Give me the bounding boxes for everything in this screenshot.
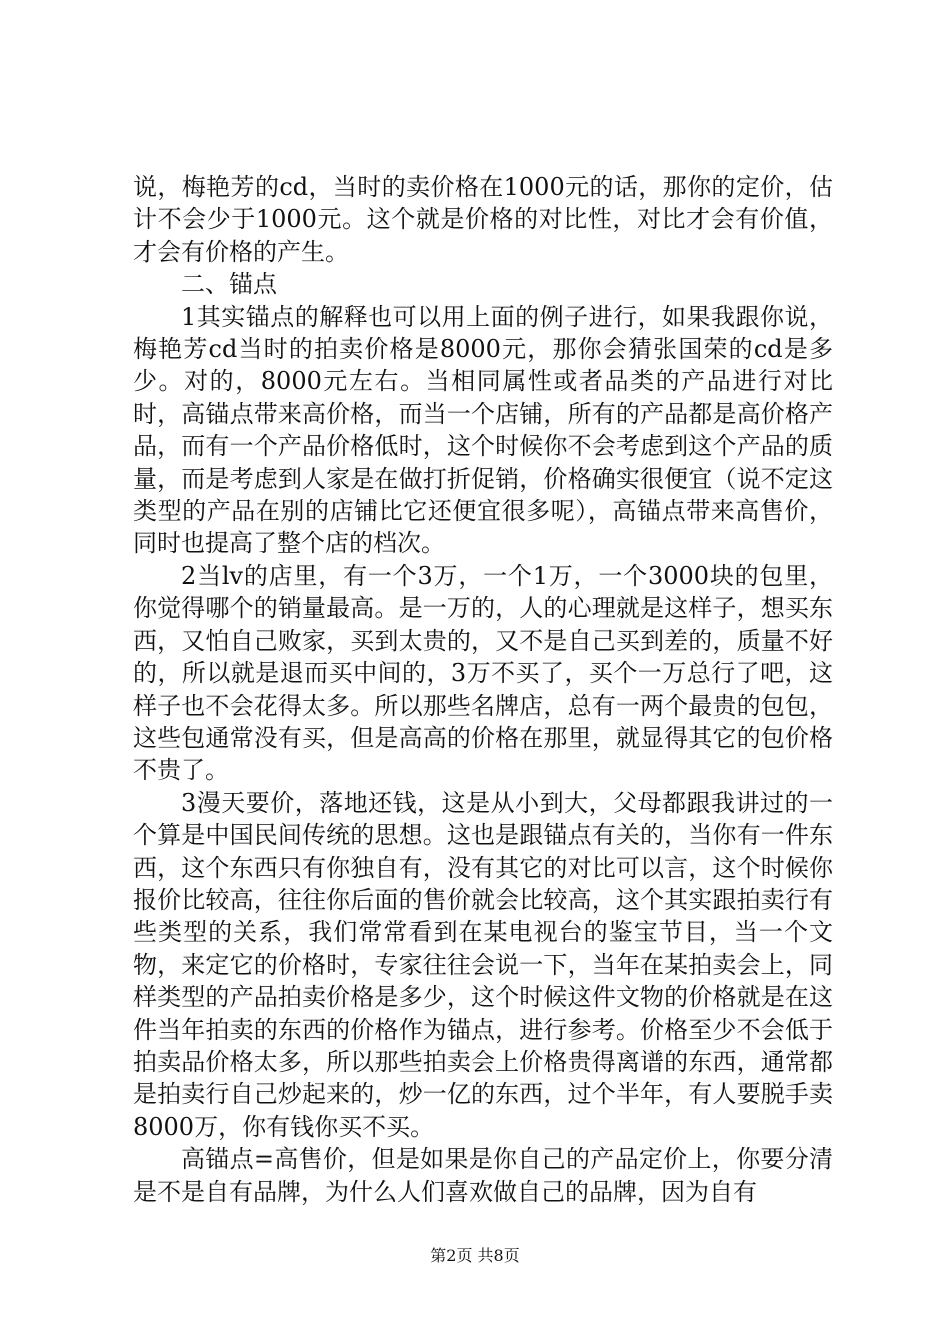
paragraph-high-anchor: 高锚点=高售价，但是如果是你自己的产品定价上，你要分清是不是自有品牌，为什么人们喜欢做自己的品牌，因为自有: [133, 1145, 833, 1206]
paragraph-anchor-point-2: 2当lv的店里，有一个3万，一个1万，一个3000块的包里，你觉得哪个的销量最高。是一万的，人的心理就是这样子，想买东西，又怕自己败家，买到太贵的，又不是自己买到差的，质量不好的，所以就是退而买中间的，3万不买了，买个一万总行了吧，这样子也不会花得太多。所以那些名牌店，总有一两个最贵的包包，这些包通常没有买，但是高高的价格在那里，就显得其它的包价格不贵了。: [133, 561, 833, 785]
paragraph-anchor-point-1: 1其实锚点的解释也可以用上面的例子进行，如果我跟你说，梅艳芳cd当时的拍卖价格是8000元，那你会猜张国荣的cd是多少。对的，8000元左右。当相同属性或者品类的产品进行对比时，高锚点带来高价格，而当一个店铺，所有的产品都是高价格产品，而有一个产品价格低时，这个时候你不会考虑到这个产品的质量，而是考虑到人家是在做打折促销，价格确实很便宜（说不定这类型的产品在别的店铺比它还便宜很多呢），高锚点带来高售价，同时也提高了整个店的档次。: [133, 302, 833, 558]
paragraph-continuation: 说，梅艳芳的cd，当时的卖价格在1000元的话，那你的定价，估计不会少于1000元。这个就是价格的对比性，对比才会有价值，才会有价格的产生。: [133, 173, 833, 266]
paragraph-anchor-point-3: 3漫天要价，落地还钱，这是从小到大，父母都跟我讲过的一个算是中国民间传统的思想。这也是跟锚点有关的，当你有一件东西，这个东西只有你独自有，没有其它的对比可以言，这个时候你报价比较高，往往你后面的售价就会比较高，这个其实跟拍卖行有些类型的关系，我们常常看到在某电视台的鉴宝节目，当一个文物，来定它的价格时，专家往往会说一下，当年在某拍卖会上，同样类型的产品拍卖价格是多少，这个时候这件文物的价格就是在这件当年拍卖的东西的价格作为锚点，进行参考。价格至少不会低于拍卖品价格太多，所以那些拍卖会上价格贵得离谱的东西，通常都是拍卖行自己炒起来的，炒一亿的东西，过个半年，有人要脱手卖8000万，你有钱你买不买。: [133, 788, 833, 1141]
document-body: [133, 171, 833, 1208]
page-footer-page-number: 第2页 共8页: [430, 1246, 520, 1265]
section-heading-anchor: 二、锚点: [181, 270, 277, 299]
